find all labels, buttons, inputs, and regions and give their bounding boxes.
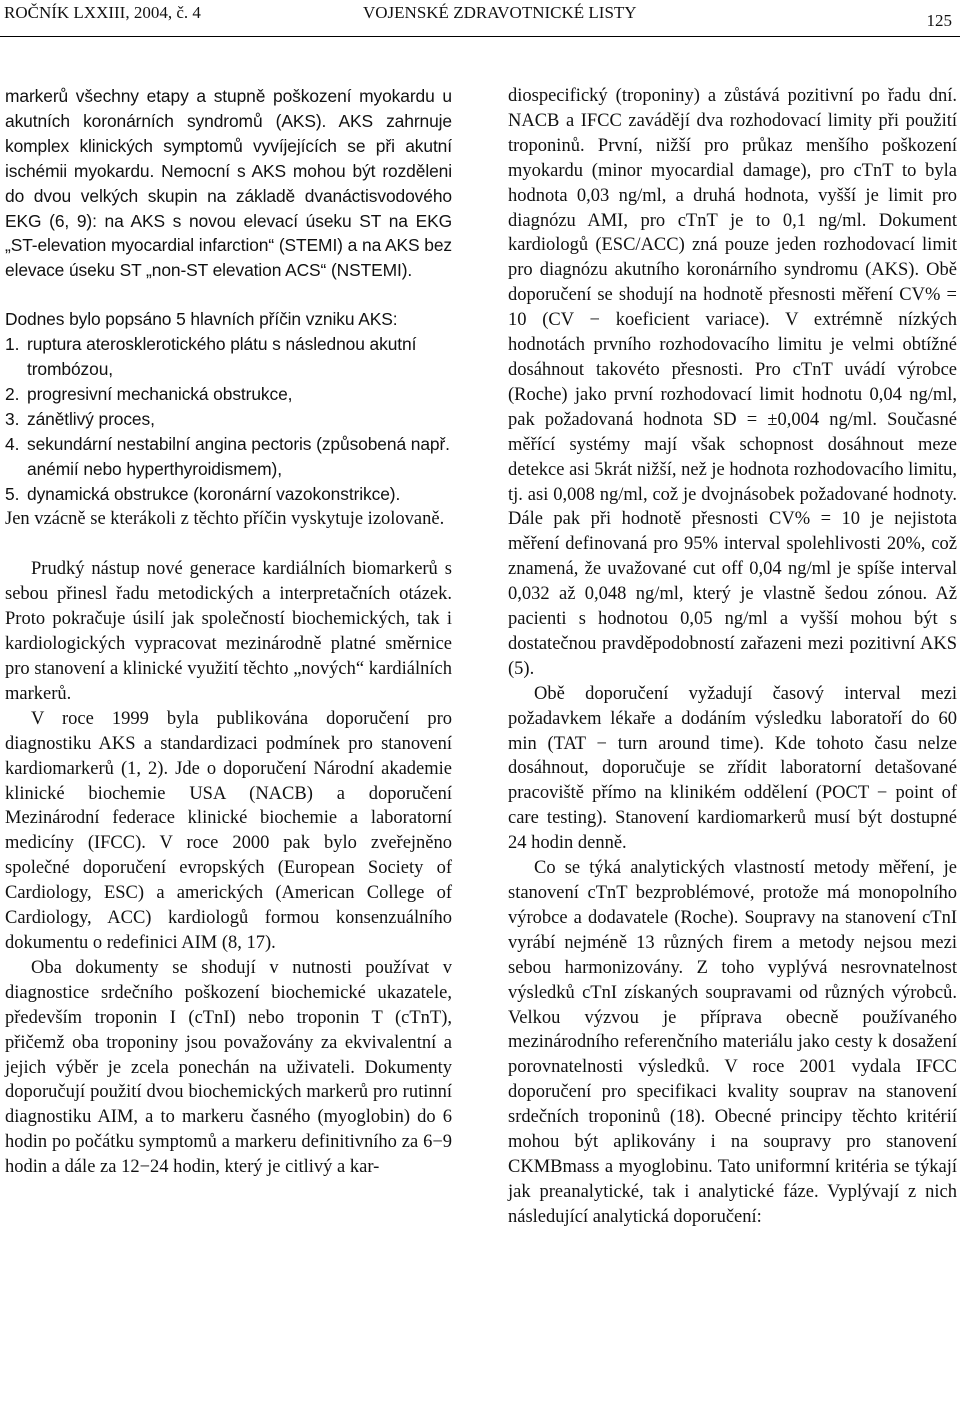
body-paragraph: diospecifický (troponiny) a zůstává pozitivní po řadu dní. NACB a IFCC zavádějí dva rozhodovací limity při použití troponinů. První, nižší pro průkaz menšího poškození myokardu (minor myocardial damage), pro cTnT to byla hodnota 0,03 ng/ml, a druhá hodnota, vyšší je limit pro diagnózu AMI, pro cTnT je to 0,1 ng/ml. Dokument kardiologů (ESC/ACC) zná pouze jeden rozhodovací limit pro diagnózu akutního koronárního syndromu (AKS). Obě doporučení se shodují na hodnotě přesnosti měření CV% = 10 (CV − koeficient variace). V extrémně nízkých hodnotách prvního rozhodovacího limitu je velmi obtížné dosáhnout takovéto přesnosti. Pro cTnT uvádí výrobce (Roche) jako první rozhodovací limit hodnotu 0,04 ng/ml, pak požadovaná hodnota SD = ±0,004 ng/ml. Současné měřící systémy mají však schopnost dosáhnout meze detekce asi 5krát nižší, než je hodnota rozhodovacího limitu, tj. asi 0,008 ng/ml, což je dvojnásobek požadované hodnoty. Dále pak při hodnotě přesnosti CV% = 10 je nejistota měření definovaná pro 95% interval spolehlivosti 20%, což znamená, že uvažované cut off 0,04 ng/ml je spíše interval 0,032 až 0,048 ng/ml, který je vlastně šedou zónou. Až pacienti s hodnotou 0,05 ng/ml a vyšší mohou být s dostatečnou pravděpodobností zařazeni mezi pozitivní AKS (5). [508, 86, 957, 679]
header-volume: ROČNÍK LXXIII, 2004, č. 4 [4, 3, 201, 22]
body-paragraph: Co se týká analytických vlastností metody měření, je stanovení cTnT bezproblémové, protože má monopolního výrobce a dodavatele (Roche). Soupravy na stanovení cTnI vyrábí nejméně 13 různých firem a metody nejsou mezi sebou harmonizovány. Z toho vyplývá nesrovnatelnost výsledků cTnI získaných soupravami od různých výrobců. Velkou výzvou je příprava obecně používaného mezinárodního referenčního materiálu jako cesty k dosažení porovnatelnosti výsledků. V roce 2001 vydala IFCC doporučení pro specifikaci kvality souprav na stanovení srdečních troponinů (18). Obecné principy těchto kritérií mohou být aplikovány i na soupravy pro stanovení CKMBmass a myoglobinu. Tato uniformní kritéria se týkají jak preanalytické, tak i analytické fáze. Vyplývají z nich následující analytická doporučení: [508, 858, 957, 1227]
body-paragraph: V roce 1999 byla publikována doporučení pro diagnostiku AKS a standardizaci podmínek pro stanovení kardiomarkerů (1, 2). Jde o doporučení Národní akademie klinické biochemie USA (NACB) a doporučení Mezinárodní federace klinické biochemie a laboratorní medicíny (IFCC). V roce 2000 pak bylo zveřejněno společné doporučení evropských (European Society of Cardiology, ESC) a amerických (American College of Cardiology, ACC) kardiologů formou konsenzuálního dokumentu o redefinici AIM (8, 17). [5, 708, 452, 953]
list-item: 3. zánětlivý proces, [5, 408, 155, 429]
header-journal-title: VOJENSKÉ ZDRAVOTNICKÉ LISTY [363, 3, 637, 22]
right-column [508, 84, 957, 1230]
causes-note: Jen vzácně se kterákoli z těchto příčin vyskytuje izolovaně. [5, 508, 445, 529]
causes-title: Dodnes bylo popsáno 5 hlavních příčin vzniku AKS: [5, 309, 398, 330]
causes-list [5, 332, 452, 506]
left-column [5, 84, 452, 1180]
intro-paragraph: markerů všechny etapy a stupně poškození myokardu u akutních koronárních syndromů (AKS). AKS zahrnuje komplex klinických symptomů vyvíjejících se při akutní ischémii myokardu. Nemocní s AKS mohou být rozděleni do dvou velkých skupin na základě dvanáctisvodového EKG (6, 9): na AKS s novou elevací úseku ST na EKG „ST-elevation myocardial infarction“ (STEMI) a na AKS bez elevace úseku ST „non-ST elevation ACS“ (NSTEMI). [5, 86, 452, 281]
list-item: 5. dynamická obstrukce (koronární vazokonstrikce). [5, 483, 401, 504]
body-paragraph: Prudký nástup nové generace kardiálních biomarkerů s sebou přinesl řadu metodických a interpretačních otázek. Proto pokračuje úsilí jak společností biochemických, tak i kardiologických vypracovat mezinárodně platné směrnice pro stanovení a klinické využití těchto „nových“ kardiálních markerů. [5, 559, 452, 704]
list-item: 4. sekundární nestabilní angina pectoris (způsobená např. anémií nebo hyperthyroidismem), [5, 433, 450, 479]
list-item: 2. progresivní mechanická obstrukce, [5, 383, 293, 404]
body-paragraph: Obě doporučení vyžadují časový interval mezi požadavkem lékaře a dodáním výsledku laboratoří do 60 min (TAT − turn around time). Kde tohoto času nelze dosáhnout, doporučuje se zřídit laboratorní detašované pracoviště přímo na klinikém oddělení (POCT − point of care testing). Stanovení kardiomarkerů musí být dostupné 24 hodin denně. [508, 683, 957, 854]
running-header [0, 0, 960, 37]
body-paragraph: Oba dokumenty se shodují v nutnosti používat v diagnostice srdečního poškození biochemické ukazatele, především troponin I (cTnI) nebo troponin T (cTnT), přičemž oba troponiny jsou považovány za ekvivalentní a jejich výběr je zcela ponechán na uživateli. Dokumenty doporučují použití dvou biochemických markerů pro rutinní diagnostiku AIM, a to markeru časného (myoglobin) do 6 hodin po počátku symptomů a markeru definitivního za 6−9 hodin a dále za 12−24 hodin, který je citlivý a kar- [5, 957, 452, 1178]
page-number: 125 [926, 11, 952, 30]
list-item: 1. ruptura aterosklerotického plátu s následnou akutní trombózou, [5, 334, 417, 380]
